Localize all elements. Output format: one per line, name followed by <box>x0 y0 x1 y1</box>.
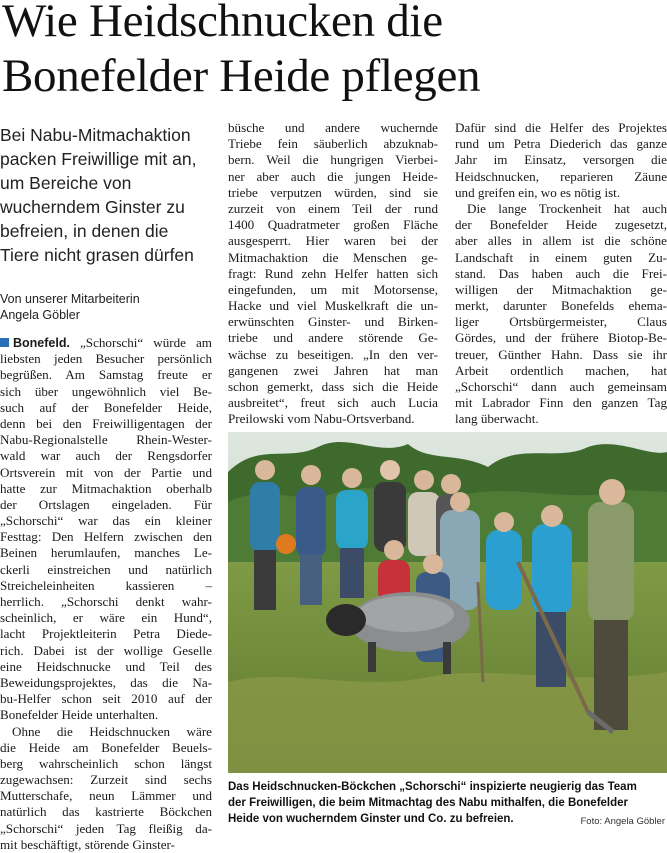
person-head <box>384 540 404 560</box>
body-line: der Bonefelder Heide zugesetzt, <box>455 217 667 233</box>
body-line: Preilowski vom Nabu-Ortsverband. <box>228 411 415 427</box>
subhead-line: wucherndem Ginster zu <box>0 197 185 217</box>
subhead-line: packen Freiwillige mit an, <box>0 149 197 169</box>
body-line: Arbeit ordentlich machen, hat <box>455 362 667 378</box>
body-line: sich über ungewöhnlich viel Be- <box>0 383 212 399</box>
body-line: Die lange Trockenheit hat auch <box>467 200 667 216</box>
body-line: stand. Das haben auch die Frei- <box>455 265 667 281</box>
body-line: willigen der Mitmachaktion ge- <box>455 281 667 297</box>
body-line: liebsten jeden Besucher persönlich <box>0 351 212 367</box>
body-line: lang überwacht. <box>455 411 539 427</box>
person-head <box>599 479 625 505</box>
body-line: zurzeit von einem Teil der rund <box>228 200 438 216</box>
body-line: ausbreitet“, freut sich auch Lucia <box>228 395 438 411</box>
person-legs <box>340 548 364 598</box>
body-line: Gördes, und der frühere Biotop-Be- <box>455 330 667 346</box>
body-line: rund um Petra Diederich das ganze <box>455 136 667 152</box>
person <box>588 502 634 622</box>
body-line: Beweidungsprojektes, das die Na- <box>0 674 212 690</box>
body-line: zugewachsen: Zurzeit sind sechs <box>0 772 212 788</box>
body-line: ner aber auch die jungen Heide- <box>228 168 438 184</box>
person-legs <box>254 550 276 610</box>
byline-line: Von unserer Mitarbeiterin <box>0 292 140 306</box>
body-line: Ortsverein mit von der Partie und <box>0 464 212 480</box>
headline-line: Wie Heidschnucken die <box>2 0 443 47</box>
body-line: denn bei den Freiwilligentagen der <box>0 415 212 431</box>
body-line: fragt: Rund zehn Helfer hatten sich <box>228 265 438 281</box>
person <box>336 490 368 550</box>
body-line: Ohne die Heidschnucken wäre <box>12 723 212 739</box>
body-line: ausgesperrt. Hier waren bei der <box>228 233 438 249</box>
caption-line: der Freiwilligen, die beim Mitmachtag des Nabu mithalfen, die Bonefelder <box>228 797 629 809</box>
person-head <box>441 474 461 494</box>
person-head <box>380 460 400 480</box>
body-line: treuer, Günther Hahn. Dass sie ihr <box>455 346 667 362</box>
body-line: Mutterschafe, neun Lämmer und <box>0 788 212 804</box>
body-line: schon gemerkt, dass sich die Heide <box>228 379 438 394</box>
body-line: Dafür sind die Helfer des Projektes <box>455 120 667 135</box>
person-head <box>423 554 443 574</box>
body-line: Triebe fein säuberlich abzuknab- <box>228 136 438 152</box>
subheadline <box>0 123 222 267</box>
body-line: büsche und andere wuchernde <box>228 120 438 135</box>
person-legs <box>536 612 566 687</box>
body-line: „Schorschi“ jeden Tag fleißig da- <box>0 820 212 836</box>
byline-line: Angela Göbler <box>0 308 80 322</box>
body-line: Festtag: Den Helfern zwischen den <box>0 529 212 545</box>
subhead-line: Tiere nicht grasen dürfen <box>0 245 194 265</box>
body-line: Hacke und viel Muskelkraft die un- <box>228 298 438 314</box>
body-line: liger Ortsbürgermeister, Claus <box>455 314 667 330</box>
body-line: eine Heidschnucke und Teil des <box>0 658 212 674</box>
body-line: Landschaft in einem guten Zu- <box>455 249 667 265</box>
body-line: die Heide am Bonefelder Beuels- <box>0 739 212 755</box>
body-line: mit beschäftigt, störende Ginster- <box>0 836 176 852</box>
photo-credit: Foto: Angela Göbler <box>580 816 665 827</box>
person <box>250 482 280 552</box>
person-head <box>494 512 514 532</box>
helmet <box>276 534 296 554</box>
body-line: Bonefelder Heide unterhalten. <box>0 707 159 723</box>
body-line: aber alles in allem ist die schöne <box>455 233 667 249</box>
body-line: merkt, darunter Bonefelds ehema- <box>455 298 667 314</box>
body-line: „Schorschi“ war das ein kleiner <box>0 513 212 529</box>
body-line: scheinlich, er wäre ein Hund“, <box>0 610 212 626</box>
person <box>408 492 440 556</box>
person-head <box>414 470 434 490</box>
body-line: der Ortslagen eingeladen. Für <box>0 496 212 512</box>
person-head <box>301 465 321 485</box>
body-line: eingefunden, um mit Motorsense, <box>228 281 438 297</box>
photo-illustration <box>228 432 667 773</box>
body-line: gangenen zwei Jahren hat man <box>228 362 438 378</box>
section-marker-icon <box>0 338 9 347</box>
headline-line: Bonefelder Heide pflegen <box>2 50 481 102</box>
body-line: bu-Helfer schon seit 2010 auf der <box>0 691 212 707</box>
byline <box>0 291 220 323</box>
body-line: Nabu-Regionalstelle Rhein-Wester- <box>0 432 212 448</box>
body-line: lacht Projektleiterin Petra Diede- <box>0 626 212 642</box>
body-line: bern. Weil die hungrigen Vierbei- <box>228 152 438 168</box>
person-legs <box>594 620 628 730</box>
body-line: „Schorschi“ dann auch gemeinsam <box>455 379 667 394</box>
body-line: Streicheleinheiten kassieren – <box>0 577 212 593</box>
article-column-3 <box>455 120 667 428</box>
article-column-1 <box>0 335 212 853</box>
subhead-line: befreien, in denen die <box>0 221 169 241</box>
person-head <box>541 505 563 527</box>
body-line: erwünschten Ginster- und Birken- <box>228 314 438 330</box>
article-column-2 <box>228 120 438 428</box>
body-line: triebe verputzen würden, sind sie <box>228 184 438 200</box>
caption-line: Heide von wucherndem Ginster und Co. zu befreien. <box>228 813 514 825</box>
body-line: herrlich. „Schorschi denkt wahr- <box>0 594 212 609</box>
headline <box>2 0 667 104</box>
body-line: ckerli einstreichen und natürlich <box>0 561 212 577</box>
body-line: berg wahrscheinlich schon längst <box>0 755 212 771</box>
body-line: begrüßen. Am Samstag freute er <box>0 367 212 383</box>
body-line: Jahr im Einsatz, versorgen die <box>455 152 667 168</box>
subhead-line: um Bereiche von <box>0 173 132 193</box>
body-line: triebe und andere störende Ge- <box>228 330 438 346</box>
body-line: Mitmachaktion die Menschen ge- <box>228 249 438 265</box>
body-line-first <box>0 335 212 351</box>
body-line: rich. Dabei ist der wollige Geselle <box>0 642 212 658</box>
person-legs <box>300 555 322 605</box>
dateline: Bonefeld. <box>13 336 70 350</box>
person-head <box>450 492 470 512</box>
article-photo <box>228 432 667 773</box>
body-line: mit Labrador Finn den ganzen Tag <box>455 395 667 411</box>
body-line: Beinen herumlaufen, manches Le- <box>0 545 212 561</box>
first-line-text: „Schorschi“ würde am <box>69 335 212 350</box>
body-line: wald war auch der Rengsdorfer <box>0 448 212 464</box>
person-head <box>255 460 275 480</box>
body-line: Heidschnucken, reparieren Zäune <box>455 168 667 184</box>
body-line: 1400 Quadratmeter großen Fläche <box>228 217 438 233</box>
body-line: such auf der Bonefelder Heide, <box>0 399 212 415</box>
body-line: hatte zur Mitmachaktion oberhalb <box>0 480 212 496</box>
body-line: natürlich das kastrierte Böckchen <box>0 804 212 820</box>
person-head <box>342 468 362 488</box>
person <box>296 487 326 557</box>
body-line: wächse zu beseitigen. „In den ver- <box>228 346 438 362</box>
person <box>486 530 522 610</box>
caption-line: Das Heidschnucken-Böckchen „Schorschi“ inspizierte neugierig das Team <box>228 781 637 793</box>
body-line: und greifen ein, wo es nötig ist. <box>455 184 621 200</box>
subhead-line: Bei Nabu-Mitmachaktion <box>0 125 191 145</box>
